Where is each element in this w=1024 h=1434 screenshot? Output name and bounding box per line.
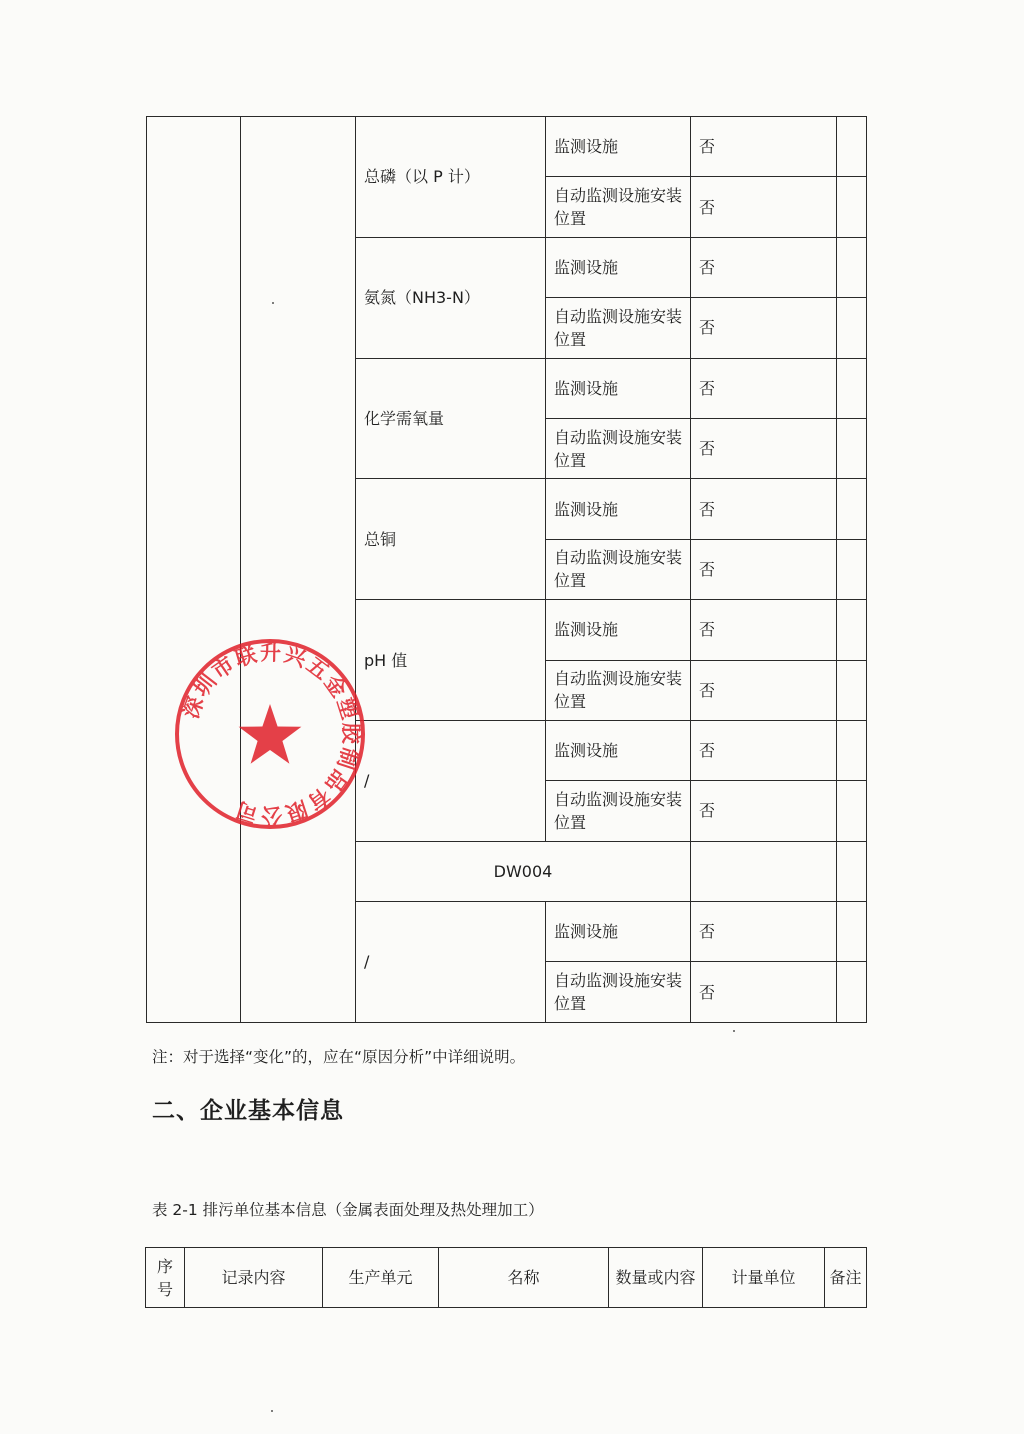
- value-cell: 否: [691, 962, 837, 1022]
- blank-cell: [837, 962, 867, 1022]
- blank-cell: [837, 479, 867, 539]
- item-cell: 监测设施: [546, 902, 691, 962]
- value-cell: 否: [691, 600, 837, 660]
- blank-cell: [837, 841, 867, 901]
- blank-column-1: [147, 117, 241, 1023]
- blank-cell: [837, 902, 867, 962]
- scan-speck: [733, 1030, 735, 1032]
- item-cell: 自动监测设施安装位置: [546, 418, 691, 478]
- blank-cell: [837, 298, 867, 358]
- scan-speck: [272, 302, 274, 304]
- pollutant-cell: pH 值: [356, 600, 546, 721]
- section-heading: 二、企业基本信息: [152, 1098, 344, 1124]
- value-cell: 否: [691, 781, 837, 841]
- value-cell: 否: [691, 902, 837, 962]
- pollutant-cell: /: [356, 902, 546, 1023]
- value-cell: 否: [691, 358, 837, 418]
- table-header-row: [146, 1248, 867, 1308]
- item-cell: 自动监测设施安装位置: [546, 781, 691, 841]
- monitoring-facilities-table: [146, 116, 867, 1023]
- item-cell: 监测设施: [546, 479, 691, 539]
- value-cell: 否: [691, 418, 837, 478]
- value-cell: 否: [691, 720, 837, 780]
- blank-cell: [837, 117, 867, 177]
- table-note: 注：对于选择“变化”的，应在“原因分析”中详细说明。: [152, 1048, 526, 1066]
- blank-cell: [837, 660, 867, 720]
- pollutant-cell: 氨氮（NH3-N）: [356, 237, 546, 358]
- blank-cell: [837, 720, 867, 780]
- value-cell: 否: [691, 298, 837, 358]
- blank-cell: [837, 781, 867, 841]
- company-seal-stamp: [172, 636, 368, 832]
- item-cell: 监测设施: [546, 720, 691, 780]
- value-cell: 否: [691, 539, 837, 599]
- svg-text:深圳市联升兴五金塑胶制品有限公司: 深圳市联升兴五金塑胶制品有限公司: [177, 639, 365, 829]
- item-cell: 监测设施: [546, 237, 691, 297]
- header-cell: 生产单元: [323, 1248, 439, 1308]
- item-cell: 自动监测设施安装位置: [546, 962, 691, 1022]
- blank-cell: [837, 237, 867, 297]
- pollutant-cell: /: [356, 720, 546, 841]
- blank-cell: [837, 177, 867, 237]
- item-cell: 自动监测设施安装位置: [546, 177, 691, 237]
- blank-cell: [837, 418, 867, 478]
- item-cell: 自动监测设施安装位置: [546, 298, 691, 358]
- basic-info-table: [145, 1247, 867, 1308]
- blank-column-2: [241, 117, 356, 1023]
- table-caption: 表 2-1 排污单位基本信息（金属表面处理及热处理加工）: [152, 1201, 544, 1219]
- item-cell: 监测设施: [546, 117, 691, 177]
- value-cell: 否: [691, 479, 837, 539]
- blank-cell: [837, 600, 867, 660]
- header-cell: 序号: [146, 1248, 185, 1308]
- blank-cell: [837, 358, 867, 418]
- header-cell: 记录内容: [185, 1248, 323, 1308]
- blank-cell: [691, 841, 837, 901]
- header-cell: 计量单位: [703, 1248, 825, 1308]
- pollutant-cell: 总磷（以 P 计）: [356, 117, 546, 238]
- item-cell: 监测设施: [546, 358, 691, 418]
- item-cell: 监测设施: [546, 600, 691, 660]
- star-icon: [239, 704, 302, 764]
- blank-cell: [837, 539, 867, 599]
- header-cell: 备注: [825, 1248, 867, 1308]
- scan-speck: [271, 1410, 273, 1412]
- header-cell: 数量或内容: [609, 1248, 703, 1308]
- item-cell: 自动监测设施安装位置: [546, 539, 691, 599]
- value-cell: 否: [691, 237, 837, 297]
- value-cell: 否: [691, 177, 837, 237]
- value-cell: 否: [691, 117, 837, 177]
- pollutant-cell: 化学需氧量: [356, 358, 546, 479]
- item-cell: 自动监测设施安装位置: [546, 660, 691, 720]
- pollutant-cell: 总铜: [356, 479, 546, 600]
- header-cell: 名称: [439, 1248, 609, 1308]
- value-cell: 否: [691, 660, 837, 720]
- outlet-code-cell: DW004: [356, 841, 691, 901]
